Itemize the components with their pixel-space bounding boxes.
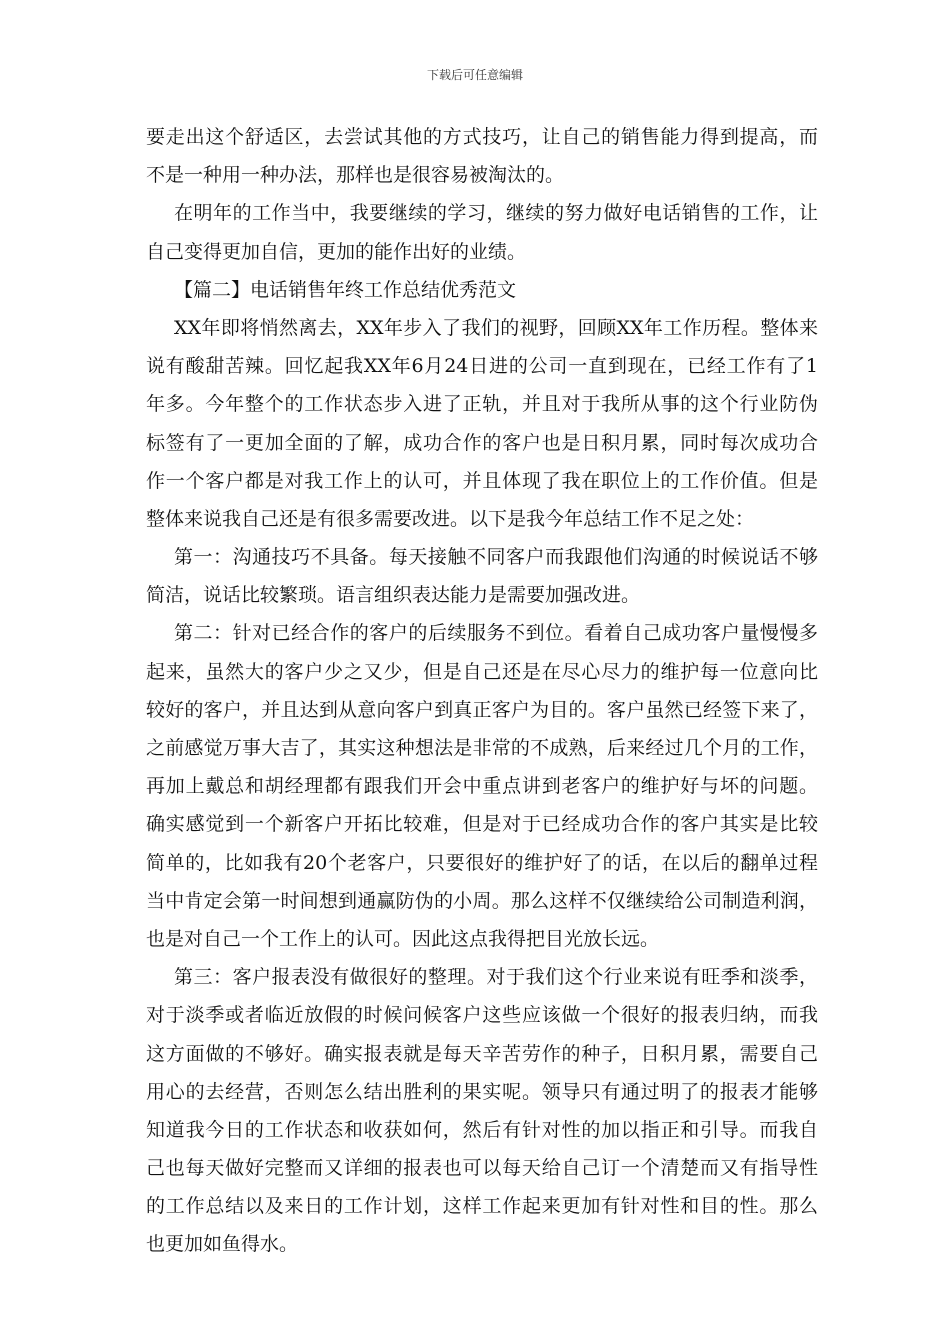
text-line: 标签有了一更加全面的了解，成功合作的客户也是日积月累，同时每次成功合 bbox=[146, 431, 818, 454]
text-line: 第一：沟通技巧不具备。每天接触不同客户而我跟他们沟通的时候说话不够 bbox=[174, 546, 818, 569]
text-line: 作一个客户都是对我工作上的认可，并且体现了我在职位上的工作价值。但是 bbox=[146, 469, 818, 492]
text-line: 起来，虽然大的客户少之又少，但是自己还是在尽心尽力的维护每一位意向比 bbox=[146, 660, 818, 683]
text-line: 的工作总结以及来日的工作计划，这样工作起来更加有针对性和目的性。那么 bbox=[146, 1195, 818, 1218]
text-line: 第三：客户报表没有做很好的整理。对于我们这个行业来说有旺季和淡季， bbox=[174, 966, 818, 989]
text-line: 再加上戴总和胡经理都有跟我们开会中重点讲到老客户的维护好与坏的问题。 bbox=[146, 775, 818, 798]
document-body bbox=[146, 118, 818, 1264]
text-line: 整体来说我自己还是有很多需要改进。以下是我今年总结工作不足之处： bbox=[146, 507, 755, 530]
text-line: 对于淡季或者临近放假的时候问候客户这些应该做一个很好的报表归纳，而我 bbox=[146, 1004, 818, 1027]
text-line: 当中肯定会第一时间想到通赢防伪的小周。那么这样不仅继续给公司制造利润， bbox=[146, 889, 818, 912]
text-line: 不是一种用一种办法，那样也是很容易被淘汰的。 bbox=[146, 164, 565, 187]
text-line: 较好的客户，并且达到从意向客户到真正客户为目的。客户虽然已经签下来了， bbox=[146, 698, 818, 721]
text-line: 年多。今年整个的工作状态步入进了正轨，并且对于我所从事的这个行业防伪 bbox=[146, 393, 818, 416]
text-line: 也更加如鱼得水。 bbox=[146, 1233, 299, 1256]
text-line: XX年即将悄然离去，XX年步入了我们的视野，回顾XX年工作历程。整体来 bbox=[174, 316, 818, 339]
text-line: 自己变得更加自信，更加的能作出好的业绩。 bbox=[146, 240, 527, 263]
text-line: 【篇二】电话销售年终工作总结优秀范文 bbox=[174, 278, 517, 301]
text-line: 确实感觉到一个新客户开拓比较难，但是对于已经成功合作的客户其实是比较 bbox=[146, 813, 818, 836]
text-line: 说有酸甜苦辣。回忆起我XX年6月24日进的公司一直到现在，已经工作有了1 bbox=[146, 355, 818, 378]
text-line: 这方面做的不够好。确实报表就是每天辛苦劳作的种子，日积月累，需要自己 bbox=[146, 1042, 818, 1065]
text-line: 己也每天做好完整而又详细的报表也可以每天给自己订一个清楚而又有指导性 bbox=[146, 1157, 818, 1180]
text-line: 第二：针对已经合作的客户的后续服务不到位。看着自己成功客户量慢慢多 bbox=[174, 622, 818, 645]
text-line: 知道我今日的工作状态和收获如何，然后有针对性的加以指正和引导。而我自 bbox=[146, 1118, 818, 1141]
text-line: 用心的去经营，否则怎么结出胜利的果实呢。领导只有通过明了的报表才能够 bbox=[146, 1080, 818, 1103]
page-header: 下载后可任意编辑 bbox=[426, 68, 523, 82]
text-line: 之前感觉万事大吉了，其实这种想法是非常的不成熟，后来经过几个月的工作， bbox=[146, 737, 818, 759]
text-line: 也是对自己一个工作上的认可。因此这点我得把目光放长远。 bbox=[146, 927, 660, 950]
text-line: 在明年的工作当中，我要继续的学习，继续的努力做好电话销售的工作，让 bbox=[174, 202, 818, 225]
text-line: 简单的，比如我有20个老客户，只要很好的维护好了的话，在以后的翻单过程 bbox=[146, 851, 818, 874]
text-line: 简洁，说话比较繁琐。语言组织表达能力是需要加强改进。 bbox=[146, 584, 641, 607]
text-line: 要走出这个舒适区，去尝试其他的方式技巧，让自己的销售能力得到提高，而 bbox=[146, 126, 818, 148]
